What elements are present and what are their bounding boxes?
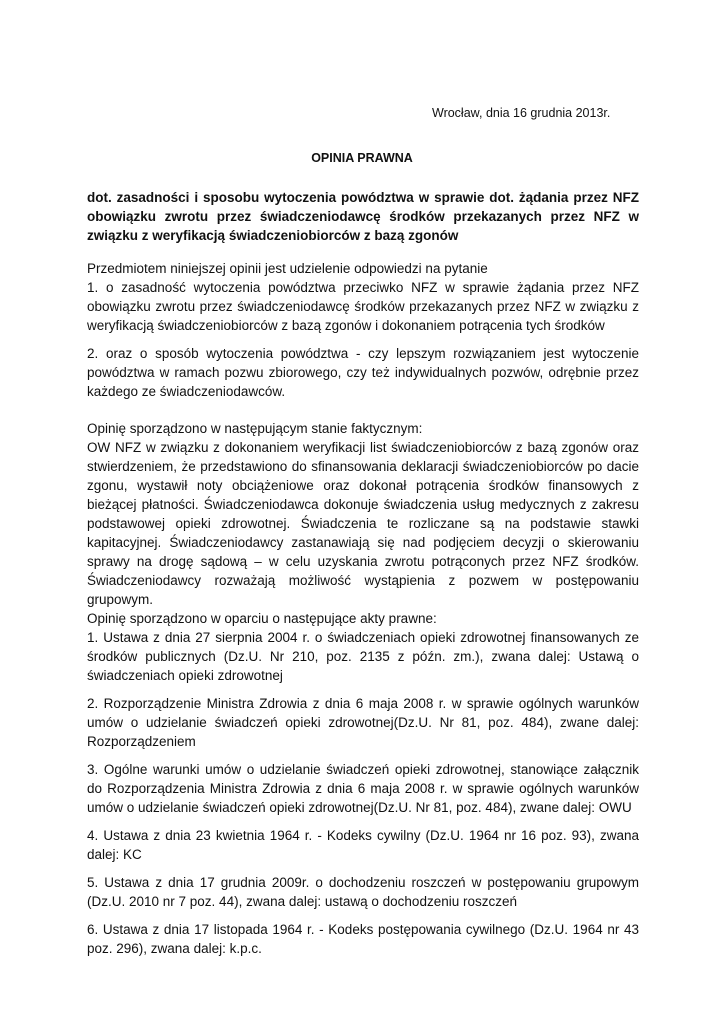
legal-act-item: 6. Ustawa z dnia 17 listopada 1964 r. - Kodeks postępowania cywilnego (Dz.U. 1964 nr 43 poz. 296), zwana dalej: k.p.c. [87, 922, 639, 956]
facts-intro: Opinię sporządzono w następującym stanie faktycznym: [87, 421, 423, 436]
facts-text: OW NFZ w związku z dokonaniem weryfikacji list świadczeniobiorców z bazą zgonów oraz stwierdzeniem, że przedstawiono do sfinansowania deklaracji świadczeniobiorców po dacie zgonu, wystawił noty obciążeniowe oraz dokonał potrącenia środków finansowych z bieżącej płatności. Świadczeniodawca dokonuje świadczenia usług medycznych z zakresu podstawowej opieki zdrowotnej. Świadczenia te rozliczane są na podstawie stawki kapitacyjnej. Świadczeniodawcy zastanawiają się nad podjęciem decyzji o skierowaniu sprawy na drogę sądową – w celu uzyskania zwrotu potrąconych przez NFZ środków. Świadczeniodawcy rozważają możliwość wystąpienia z pozwem w postępowaniu grupowym. [87, 440, 639, 607]
question-1: 1. o zasadność wytoczenia powództwa przeciwko NFZ w sprawie żądania przez NFZ obowiązku zwrotu przez świadczeniodawcę środków przekazanych przez NFZ w związku z weryfikacją świadczeniobiorców z bazą zgonów i dokonaniem potrącenia tych środków [87, 280, 639, 333]
legal-act-item: 1. Ustawa z dnia 27 sierpnia 2004 r. o świadczeniach opieki zdrowotnej finansowanych ze środków publicznych (Dz.U. Nr 210, poz. 2135 z późn. zm.), zwana dalej: Ustawą o świadczeniach opieki zdrowotnej [87, 630, 639, 683]
document-body [87, 259, 639, 958]
document-title: OPINIA PRAWNA [311, 151, 413, 165]
questions-intro: Przedmiotem niniejszej opinii jest udzielenie odpowiedzi na pytanie [87, 261, 488, 276]
legal-act-item: 4. Ustawa z dnia 23 kwietnia 1964 r. - Kodeks cywilny (Dz.U. 1964 nr 16 poz. 93), zwana dalej: KC [87, 828, 639, 862]
document-date: Wrocław, dnia 16 grudnia 2013r. [432, 106, 611, 120]
legal-acts-intro: Opinię sporządzono w oparciu o następujące akty prawne: [87, 611, 437, 626]
document-subject: dot. zasadności i sposobu wytoczenia powództwa w sprawie dot. żądania przez NFZ obowiązku zwrotu przez świadczeniodawcę środków przekazanych przez NFZ w związku z weryfikacją świadczeniobiorców z bazą zgonów [87, 190, 639, 243]
legal-act-item: 2. Rozporządzenie Ministra Zdrowia z dnia 6 maja 2008 r. w sprawie ogólnych warunków umów o udzielanie świadczeń opieki zdrowotnej(Dz.U. Nr 81, poz. 484), zwane dalej: Rozporządzeniem [87, 696, 639, 749]
question-2: 2. oraz o sposób wytoczenia powództwa - czy lepszym rozwiązaniem jest wytoczenie powództwa w ramach pozwu zbiorowego, czy też indywidualnych pozwów, odrębnie przez każdego ze świadczeniodawców. [87, 346, 639, 399]
legal-act-item: 3. Ogólne warunki umów o udzielanie świadczeń opieki zdrowotnej, stanowiące załącznik do Rozporządzenia Ministra Zdrowia z dnia 6 maja 2008 r. w sprawie ogólnych warunków umów o udzielanie świadczeń opieki zdrowotnej(Dz.U. Nr 81, poz. 484), zwane dalej: OWU [87, 762, 639, 815]
legal-act-item: 5. Ustawa z dnia 17 grudnia 2009r. o dochodzeniu roszczeń w postępowaniu grupowym (Dz.U. 2010 nr 7 poz. 44), zwana dalej: ustawą o dochodzeniu roszczeń [87, 875, 639, 909]
